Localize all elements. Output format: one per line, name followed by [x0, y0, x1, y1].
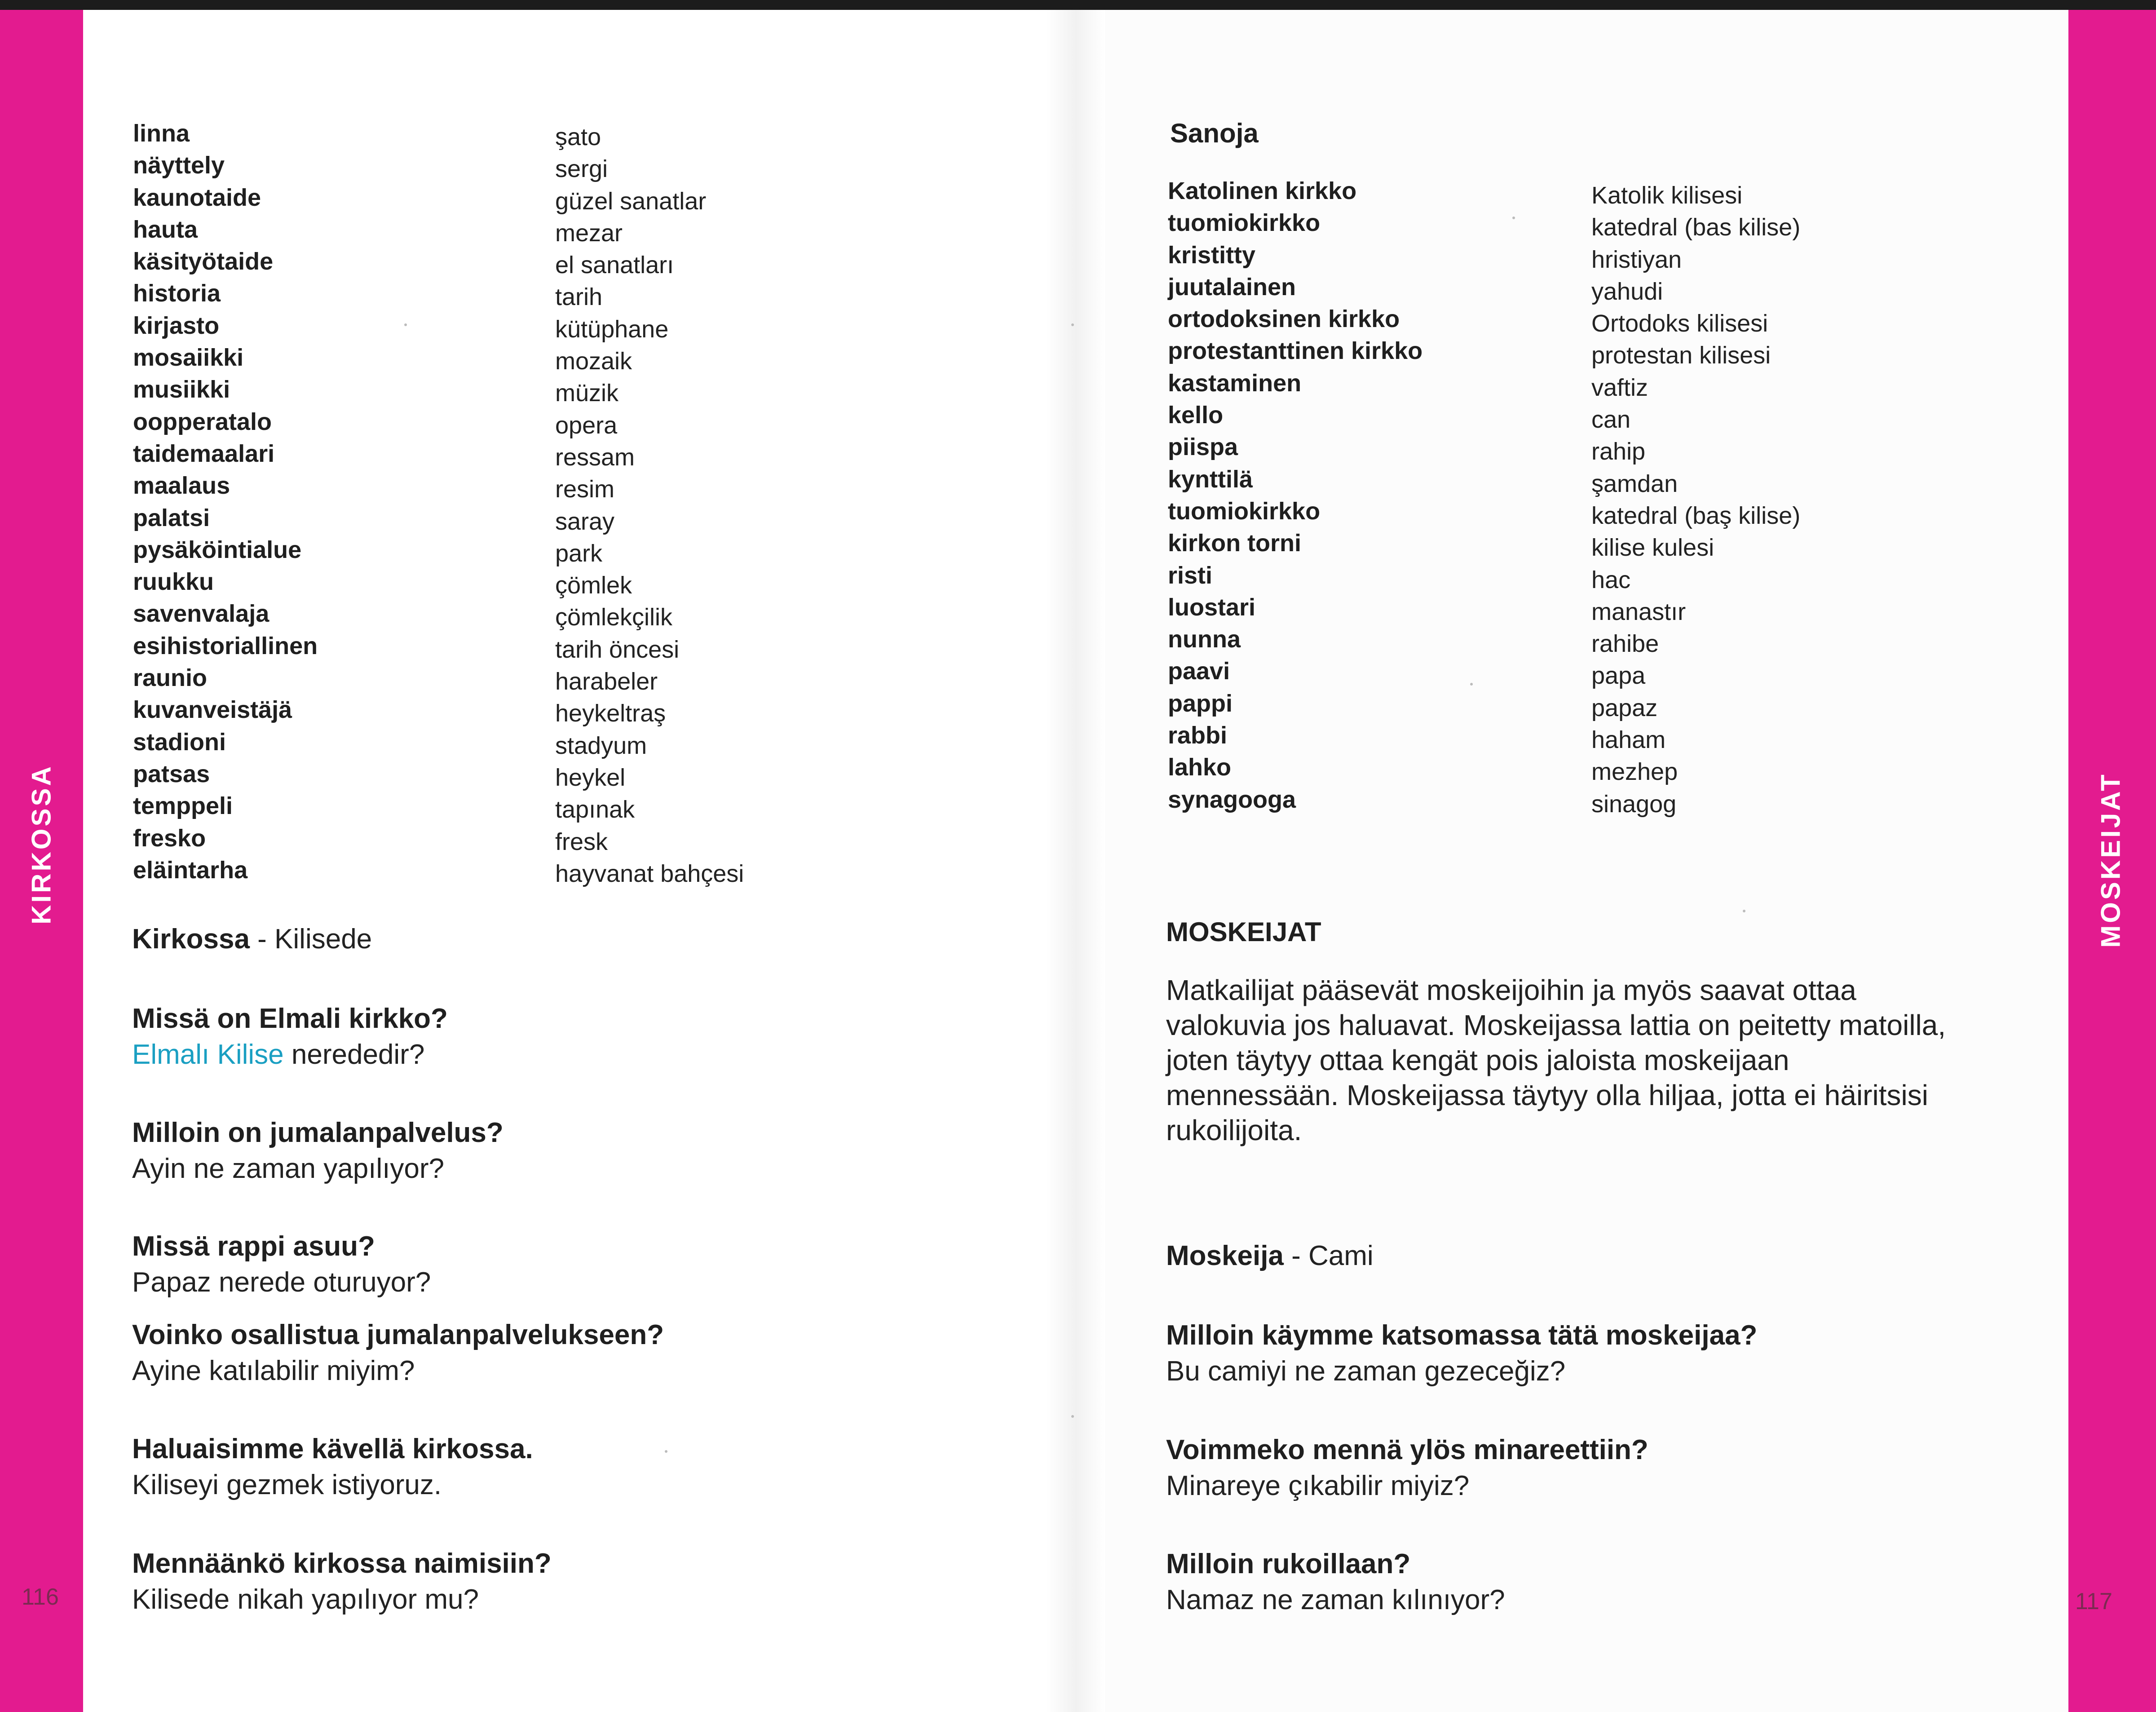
vocab-translation: rahibe: [1591, 630, 1659, 658]
section-heading-tr: Kilisede: [274, 924, 372, 955]
phrase-answer: [132, 1037, 448, 1073]
vocab-translation: protestan kilisesi: [1591, 342, 1771, 369]
vocab-translation: ressam: [555, 443, 635, 471]
phrase-block: [132, 1115, 504, 1187]
phrase-question: Voimmeko mennä ylös minareettiin?: [1166, 1434, 1648, 1465]
vocab-translation: Katolik kilisesi: [1591, 182, 1743, 209]
section-heading-fi: Moskeija: [1166, 1240, 1284, 1271]
phrase-block: [132, 1229, 431, 1301]
vocab-term: patsas: [133, 760, 210, 787]
vocab-translation: tarih öncesi: [555, 636, 680, 663]
vocab-translation: çömlek: [555, 572, 632, 599]
vocab-term: risti: [1168, 562, 1213, 589]
vocab-translation: sergi: [555, 155, 608, 183]
vocab-term: nunna: [1168, 626, 1241, 653]
phrase-answer: Namaz ne zaman kılınıyor?: [1166, 1584, 1505, 1615]
phrase-block: [132, 1546, 552, 1618]
vocab-translation: vaftiz: [1591, 374, 1648, 401]
section-heading-separator: -: [1283, 1240, 1309, 1271]
vocab-term: luostari: [1168, 593, 1256, 621]
vocab-translation: sinagog: [1591, 790, 1677, 818]
vocab-term: musiikki: [133, 376, 230, 403]
vocab-translation: mezar: [555, 219, 623, 247]
vocab-term: kynttilä: [1168, 465, 1253, 493]
vocab-translation: şato: [555, 124, 601, 150]
mosque-heading: MOSKEIJAT: [1166, 917, 1321, 947]
vocab-term: hauta: [133, 216, 198, 243]
phrase-block: [132, 1317, 664, 1389]
vocab-term: paavi: [1168, 658, 1230, 685]
vocab-term: mosaiikki: [133, 344, 244, 372]
vocab-term: synagooga: [1168, 786, 1296, 813]
phrase-question: Mennäänkö kirkossa naimisiin?: [132, 1548, 552, 1579]
vocab-term: tuomiokirkko: [1168, 209, 1321, 237]
vocab-translation: manastır: [1591, 598, 1686, 625]
vocab-translation: hristiyan: [1591, 246, 1682, 273]
vocab-translation: şamdan: [1591, 470, 1678, 497]
vocab-term: linna: [133, 120, 190, 147]
phrase-answer-rest: nerededir?: [283, 1039, 425, 1070]
vocab-term: savenvalaja: [133, 600, 270, 628]
vocab-term: esihistoriallinen: [133, 632, 318, 659]
vocab-term: kirjasto: [133, 312, 220, 339]
phrase-question: Milloin rukoillaan?: [1166, 1548, 1411, 1579]
vocab-term: rabbi: [1168, 722, 1228, 749]
vocab-term: tuomiokirkko: [1168, 497, 1321, 525]
phrase-block: [1166, 1318, 1757, 1389]
vocab-term: ortodoksinen kirkko: [1168, 305, 1400, 333]
vocab-term: kirkon torni: [1168, 530, 1302, 557]
vocab-translation: papaz: [1591, 694, 1658, 721]
vocab-translation: park: [555, 540, 603, 567]
phrase-block: [1166, 1432, 1648, 1504]
vocab-translation: güzel sanatlar: [555, 187, 707, 215]
phrase-question: Milloin käymme katsomassa tätä moskeijaa?: [1166, 1320, 1758, 1351]
vocab-term: kastaminen: [1168, 369, 1302, 397]
vocab-translation: Ortodoks kilisesi: [1591, 310, 1768, 337]
phrase-block: [132, 1431, 533, 1503]
section-heading-fi: Kirkossa: [132, 924, 250, 955]
scan-speck: [1743, 910, 1745, 912]
vocab-translation: yahudi: [1591, 278, 1663, 305]
right-vocab-turkish: [1591, 180, 1800, 820]
vocab-translation: mezhep: [1591, 758, 1678, 786]
vocab-term: taidemaalari: [133, 440, 275, 467]
vocab-term: ruukku: [133, 568, 214, 596]
phrase-answer: Ayine katılabilir miyim?: [132, 1355, 415, 1386]
paragraph-line: Matkailijat pääsevät moskeijoihin ja myös saavat ottaa: [1166, 974, 1856, 1006]
vocab-translation: çömlekçilik: [555, 604, 673, 631]
vocab-translation: heykeltraş: [555, 700, 666, 727]
scan-speck: [1470, 683, 1473, 686]
phrase-question: Voinko osallistua jumalanpalvelukseen?: [132, 1319, 664, 1350]
vocab-term: historia: [133, 280, 221, 307]
vocab-translation: kilise kulesi: [1591, 534, 1714, 562]
right-side-title: MOSKEIJAT: [2095, 772, 2126, 948]
vocab-term: eläintarha: [133, 856, 248, 884]
left-section-heading: [132, 923, 372, 955]
vocab-translation: tapınak: [555, 796, 635, 823]
vocab-term: maalaus: [133, 472, 230, 500]
vocab-translation: saray: [555, 508, 615, 535]
vocab-term: kristitty: [1168, 241, 1256, 269]
vocab-translation: heykel: [555, 764, 626, 791]
vocab-term: kuvanveistäjä: [133, 696, 292, 724]
vocab-term: stadioni: [133, 728, 226, 756]
left-page-number: 116: [22, 1584, 59, 1610]
vocab-translation: opera: [555, 411, 618, 439]
vocab-translation: müzik: [555, 380, 619, 407]
vocab-translation: can: [1591, 406, 1631, 434]
phrase-question: Missä on Elmali kirkko?: [132, 1003, 448, 1034]
vocab-term: palatsi: [133, 504, 210, 531]
vocab-term: pappi: [1168, 690, 1233, 717]
vocab-term: raunio: [133, 664, 208, 692]
vocab-term: Katolinen kirkko: [1168, 177, 1357, 204]
left-side-title: KIRKOSSA: [26, 764, 57, 925]
scan-speck: [665, 1450, 667, 1453]
vocab-translation: el sanatları: [555, 252, 674, 279]
scan-speck: [404, 323, 407, 326]
phrase-answer: Minareye çıkabilir miyiz?: [1166, 1470, 1470, 1501]
book-gutter: [1047, 10, 1105, 1712]
vocab-translation: papa: [1591, 662, 1646, 690]
vocab-translation: katedral (baş kilise): [1591, 502, 1801, 529]
phrase-question: Missä rappi asuu?: [132, 1231, 375, 1262]
vocab-translation: haham: [1591, 726, 1666, 754]
vocab-translation: resim: [555, 476, 614, 503]
vocab-translation: fresk: [555, 828, 608, 855]
phrase-answer: Bu camiyi ne zaman gezeceğiz?: [1166, 1356, 1566, 1387]
right-page-number: 117: [2075, 1588, 2112, 1615]
vocab-translation: mozaik: [555, 348, 632, 375]
section-heading-separator: -: [249, 924, 275, 955]
phrase-block: [132, 1001, 448, 1073]
vocab-term: kaunotaide: [133, 184, 261, 211]
vocab-heading: Sanoja: [1170, 118, 1259, 148]
vocab-translation: stadyum: [555, 732, 647, 759]
phrase-answer-highlight: Elmalı Kilise: [132, 1039, 284, 1070]
vocab-term: käsityötaide: [133, 248, 274, 275]
right-vocab-finnish: [1168, 175, 1423, 816]
phrase-answer: Papaz nerede oturuyor?: [132, 1267, 431, 1298]
vocab-translation: hac: [1591, 566, 1631, 593]
vocab-translation: katedral (bas kilise): [1591, 214, 1801, 241]
vocab-term: temppeli: [133, 792, 233, 820]
vocab-translation: rahip: [1591, 438, 1646, 465]
mosque-paragraph: [1166, 973, 2019, 1148]
vocab-translation: hayvanat bahçesi: [555, 860, 744, 887]
phrase-answer: Kilisede nikah yapılıyor mu?: [132, 1584, 479, 1615]
vocab-term: juutalainen: [1168, 273, 1296, 301]
scan-speck: [1512, 217, 1515, 219]
vocab-term: kello: [1168, 402, 1224, 429]
phrase-question: Haluaisimme kävellä kirkossa.: [132, 1433, 533, 1464]
left-vocab-turkish: [555, 121, 744, 890]
vocab-term: piispa: [1168, 434, 1238, 461]
scan-speck: [1071, 323, 1074, 326]
section-heading-tr: Cami: [1308, 1240, 1374, 1271]
phrase-question: Milloin on jumalanpalvelus?: [132, 1117, 504, 1148]
vocab-term: pysäköintialue: [133, 536, 302, 563]
right-section-heading: [1166, 1240, 1374, 1272]
vocab-term: näyttely: [133, 152, 225, 179]
paragraph-line: mennessään. Moskeijassa täytyy olla hiljaa, jotta ei häiritsisi: [1166, 1079, 1928, 1111]
scan-speck: [1071, 1415, 1074, 1418]
paragraph-line: joten täytyy ottaa kengät pois jaloista moskeijaan: [1166, 1044, 1789, 1076]
vocab-translation: harabeler: [555, 668, 658, 695]
phrase-answer: Kiliseyi gezmek istiyoruz.: [132, 1469, 442, 1500]
vocab-translation: kütüphane: [555, 315, 669, 343]
phrase-block: [1166, 1546, 1505, 1618]
paragraph-line: rukoilijoita.: [1166, 1114, 1302, 1146]
vocab-term: lahko: [1168, 754, 1232, 781]
paragraph-line: valokuvia jos haluavat. Moskeijassa lattia on peitetty matoilla,: [1166, 1009, 1946, 1041]
phrase-answer: Ayin ne zaman yapılıyor?: [132, 1153, 445, 1184]
vocab-term: fresko: [133, 824, 206, 852]
vocab-term: oopperatalo: [133, 408, 272, 435]
vocab-translation: tarih: [555, 283, 603, 311]
vocab-term: protestanttinen kirkko: [1168, 337, 1423, 365]
left-vocab-finnish: [133, 118, 318, 886]
